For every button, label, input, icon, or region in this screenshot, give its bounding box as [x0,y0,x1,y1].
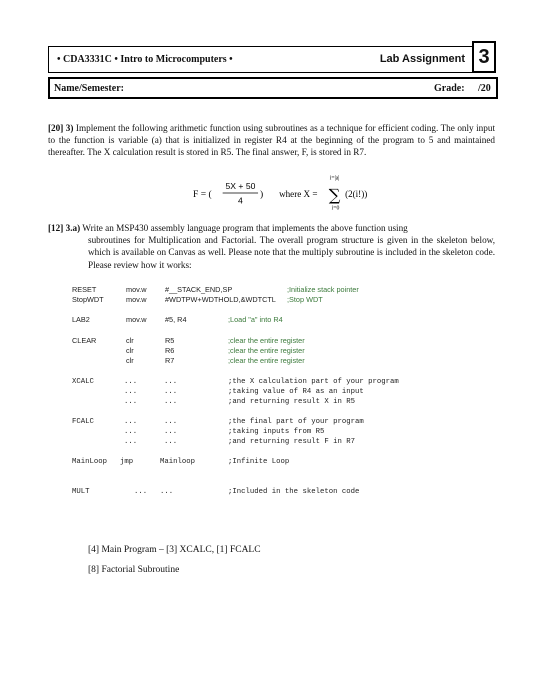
code-cmt-mult: ;Included in the skeleton code [228,488,360,496]
code-arg-stopwdt: #WDTPW+WDTHOLD,&WDTCTL [165,295,276,304]
name-bar [48,77,498,99]
sum-lower: i=0 [331,205,340,212]
code-dots-m2: ... [160,488,174,496]
formula [188,172,418,216]
code-cmt-xcalc-3: ;and returning result X in R5 [228,398,355,406]
code-dots-f3b: ... [164,438,178,446]
code-label-reset: RESET [72,285,97,294]
code-cmt-xcalc-2: ;taking value of R4 as an input [228,388,364,396]
code-dots-x1a: ... [124,378,138,386]
code-dots-x2a: ... [124,388,138,396]
code-op-jmp: jmp [120,458,134,466]
code-label-lab2: LAB2 [72,315,90,324]
formula-term: (2(i!)) [345,188,368,199]
code-arg-lab2: #5, R4 [165,315,187,324]
formula-denominator: 4 [237,195,243,206]
sigma-symbol: ∑ [328,185,341,205]
code-cmt-mainloop: ;Infinite Loop [228,458,290,466]
code-arg-reset: #__STACK_END,SP [165,285,233,294]
formula-numerator: 5X + 50 [225,181,256,192]
code-dots-m1: ... [134,488,148,496]
grading-line-1: [4] Main Program – [3] XCALC, [1] FCALC [88,545,261,555]
code-cmt-clear-3: ;clear the entire register [228,356,305,365]
grading-line-2: [8] Factorial Subroutine [88,565,180,575]
code-cmt-xcalc-1: ;the X calculation part of your program [228,378,399,386]
sum-upper: i=|a| [329,175,340,182]
code-cmt-clear-2: ;clear the entire register [228,346,305,355]
code-cmt-fcalc-2: ;taking inputs from R5 [228,428,325,436]
lab-title: Lab Assignment [379,53,465,65]
code-cmt-fcalc-1: ;the final part of your program [228,418,364,426]
part-a [48,222,495,271]
code-op-reset: mov.w [126,285,147,294]
code-op-clr-1: clr [126,336,134,345]
code-arg-mainloop: Mainloop [160,458,196,466]
name-label: Name/Semester: [54,83,124,94]
code-dots-f1b: ... [164,418,178,426]
part-a-tag: [12] 3.a) [48,223,81,233]
code-label-fcalc: FCALC [72,418,94,426]
code-dots-f2b: ... [164,428,178,436]
code-label-mainloop: MainLoop [72,458,108,466]
code-dots-x3b: ... [164,398,178,406]
code-cmt-lab2: ;Load "a" into R4 [228,315,283,324]
part-a-line1: Write an MSP430 assembly language program that implements the above function using [82,223,408,233]
problem-text: Implement the following arithmetic function using subroutines as a technique for efficient coding. The only input to the function is variable (a) that is initialized in register R4 at the beginning of the program to 5 and maintained thereafter. The X calculation result is stored in R5. The final answer, F, is stored in R7. [48,123,496,158]
code-label-mult: MULT [72,488,90,496]
code-dots-x2b: ... [164,388,178,396]
code-op-clr-3: clr [126,356,134,365]
code-label-clear: CLEAR [72,336,97,345]
code-dots-x1b: ... [164,378,178,386]
code-dots-x3a: ... [124,398,138,406]
problem-statement [48,122,495,159]
code-label-xcalc: XCALC [72,378,94,386]
code-op-lab2: mov.w [126,315,147,324]
code-arg-r6: R6 [165,346,175,355]
header-box [48,46,496,73]
code-dots-f1a: ... [124,418,138,426]
code-dots-f3a: ... [124,438,138,446]
code-label-stopwdt: StopWDT [72,295,104,304]
code-op-clr-2: clr [126,346,134,355]
code-cmt-fcalc-3: ;and returning result F in R7 [228,438,355,446]
problem-tag: [20] 3) [48,123,74,133]
lab-number: 3 [472,41,496,73]
formula-f-left: F = ( [193,188,212,200]
code-cmt-reset: ;Initialize stack pointer [287,285,359,294]
code-cmt-stopwdt: ;Stop WDT [287,295,323,304]
course-title: • CDA3331C • Intro to Microcomputers • [57,54,233,65]
formula-f-right: ) [259,188,264,200]
grade-total: /20 [478,83,491,94]
code-dots-f2a: ... [124,428,138,436]
code-cmt-clear-1: ;clear the entire register [228,336,305,345]
formula-where: where X = [279,188,318,199]
code-op-stopwdt: mov.w [126,295,147,304]
grade-label: Grade: [434,83,465,94]
code-arg-r5: R5 [165,336,175,345]
code-arg-r7: R7 [165,356,175,365]
part-a-rest: subroutines for Multiplication and Factorial. The overall program structure is given in the skeleton below, which is available on Canvas as well. Please note that the multiply subroutine is included in the skeleton code. Please review how it works: [88,235,495,270]
